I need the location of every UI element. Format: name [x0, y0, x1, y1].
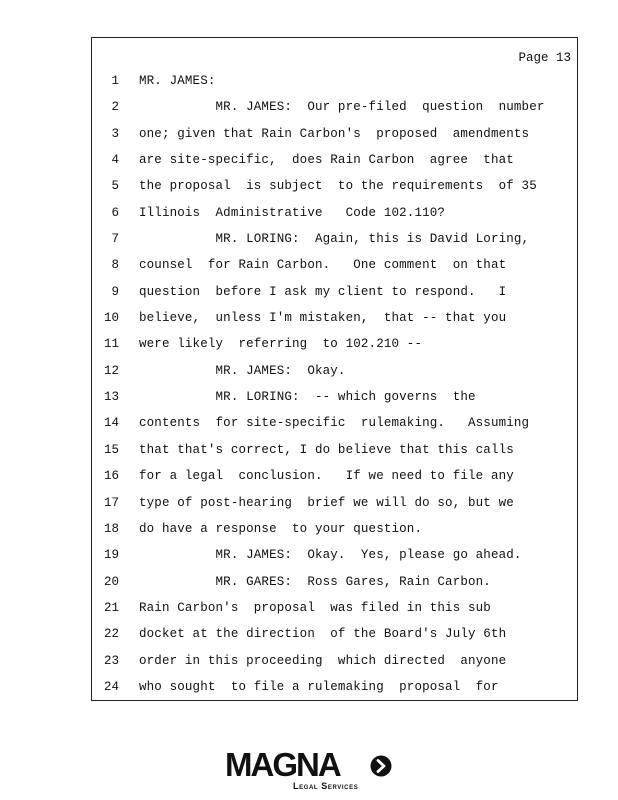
line-text: MR. GARES: Ross Gares, Rain Carbon.: [139, 574, 491, 589]
transcript-line: [92, 336, 577, 362]
transcript-line: [92, 257, 577, 283]
transcript-line: [92, 547, 577, 573]
line-number: 19: [103, 548, 119, 563]
line-number: 17: [103, 495, 119, 510]
transcript-line: [92, 521, 577, 547]
line-text: MR. JAMES:: [139, 74, 216, 88]
line-text: believe, unless I'm mistaken, that -- that you: [139, 311, 507, 326]
line-text: the proposal is subject to the requirements of 35: [139, 179, 537, 194]
line-text: docket at the direction of the Board's July 6th: [139, 627, 507, 642]
arrow-circle-icon: [370, 755, 392, 777]
transcript-line: [92, 152, 577, 178]
line-number: 6: [111, 205, 119, 220]
line-text: one; given that Rain Carbon's proposed amendments: [139, 126, 530, 141]
line-number: 22: [103, 627, 119, 642]
line-number: 18: [103, 521, 119, 536]
transcript-line: [92, 73, 577, 99]
line-number: 13: [103, 390, 119, 405]
line-number: 12: [103, 363, 119, 378]
line-text: question before I ask my client to respond. I: [139, 284, 507, 299]
page-number: Page 13: [518, 51, 571, 65]
transcript-line: [92, 653, 577, 679]
line-text: do have a response to your question.: [139, 521, 423, 536]
line-text: MR. JAMES: Our pre-filed question number: [139, 100, 545, 115]
line-text: who sought to file a rulemaking proposal for: [139, 679, 499, 694]
transcript-line: [92, 363, 577, 389]
magna-logo: [225, 748, 395, 794]
line-text: MR. JAMES: Okay. Yes, please go ahead.: [139, 548, 522, 563]
transcript-line: [92, 310, 577, 336]
line-number: 24: [103, 679, 119, 694]
line-number: 3: [111, 126, 119, 141]
line-text: MR. LORING: Again, this is David Loring,: [139, 232, 530, 247]
transcript-line: [92, 442, 577, 468]
line-number: 7: [111, 232, 119, 247]
transcript-line: [92, 415, 577, 441]
transcript-line: [92, 99, 577, 125]
line-text: MR. JAMES: Okay.: [139, 363, 346, 378]
line-number: 9: [111, 284, 119, 299]
line-text: counsel for Rain Carbon. One comment on that: [139, 258, 507, 273]
line-number: 4: [111, 153, 119, 168]
line-text: order in this proceeding which directed anyone: [139, 653, 507, 668]
transcript-line: [92, 231, 577, 257]
line-number: 8: [111, 258, 119, 273]
transcript-line: [92, 389, 577, 415]
transcript-line: [92, 284, 577, 310]
line-number: 11: [103, 337, 119, 352]
line-number: 20: [103, 574, 119, 589]
line-number: 15: [103, 442, 119, 457]
line-number: 5: [111, 179, 119, 194]
transcript-line: [92, 178, 577, 204]
line-number: 1: [111, 74, 119, 88]
line-text: contents for site-specific rulemaking. Assuming: [139, 416, 530, 431]
transcript-line: [92, 126, 577, 152]
line-number: 23: [103, 653, 119, 668]
line-text: were likely referring to 102.210 --: [139, 337, 423, 352]
transcript-line: [92, 574, 577, 600]
transcript-line: [92, 468, 577, 494]
line-number: 14: [103, 416, 119, 431]
line-number: 21: [103, 600, 119, 615]
line-number: 10: [103, 311, 119, 326]
line-text: are site-specific, does Rain Carbon agree that: [139, 153, 514, 168]
transcript-lines: [92, 73, 577, 705]
transcript-line: [92, 495, 577, 521]
line-number: 2: [111, 100, 119, 115]
transcript-page: [91, 37, 578, 701]
transcript-line: [92, 679, 577, 705]
line-text: Illinois Administrative Code 102.110?: [139, 205, 446, 220]
transcript-line: [92, 626, 577, 652]
line-text: MR. LORING: -- which governs the: [139, 390, 476, 405]
line-text: Rain Carbon's proposal was filed in this sub: [139, 600, 491, 615]
line-text: for a legal conclusion. If we need to file any: [139, 469, 514, 484]
transcript-line: [92, 600, 577, 626]
logo-wordmark: MAGNA: [225, 746, 340, 783]
logo-subtitle: Legal Services: [293, 781, 359, 791]
line-text: that that's correct, I do believe that this calls: [139, 442, 514, 457]
transcript-line: [92, 205, 577, 231]
line-number: 16: [103, 469, 119, 484]
line-text: type of post-hearing brief we will do so, but we: [139, 495, 514, 510]
